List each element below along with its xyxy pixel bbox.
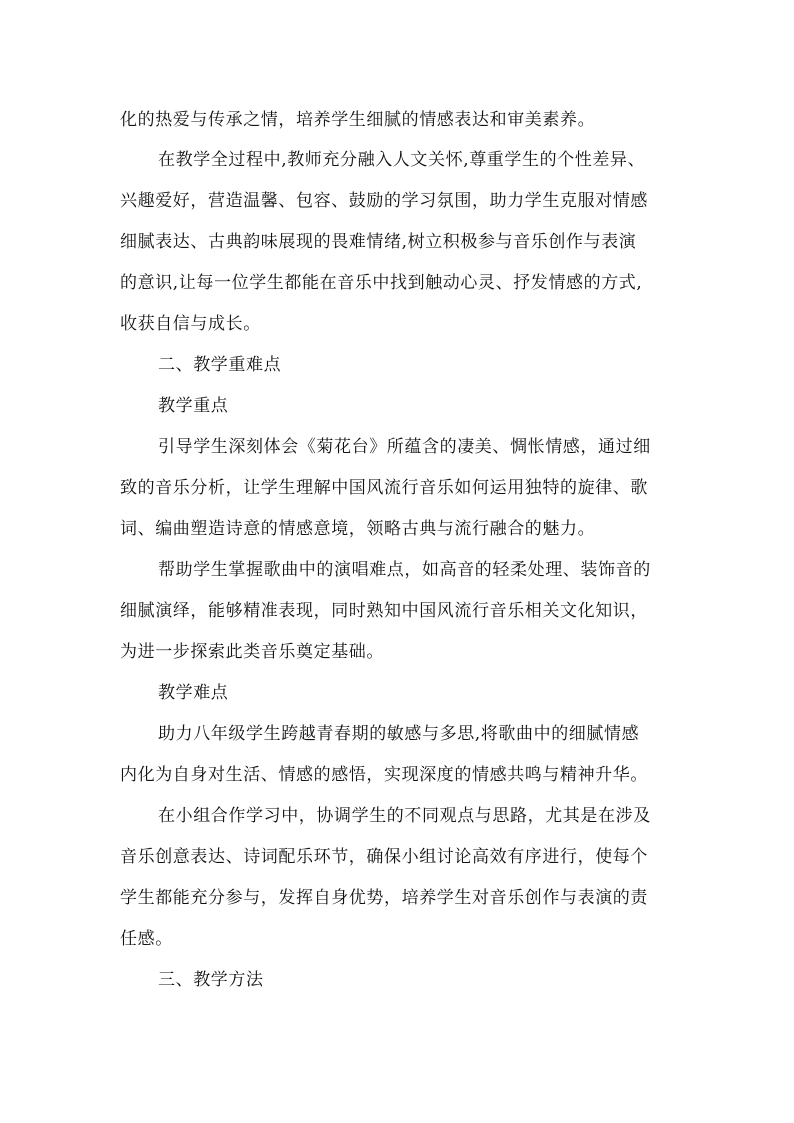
text-line: 收获自信与成长。 <box>120 314 261 334</box>
text-line: 在教学全过程中,教师充分融入人文关怀,尊重学生的个性差异、 <box>158 150 646 170</box>
subsection-heading: 教学难点 <box>158 683 229 703</box>
text-line: 帮助学生掌握歌曲中的演唱难点，如高音的轻柔处理、装饰音的 <box>158 560 651 580</box>
text-line: 学生都能充分参与，发挥自身优势，培养学生对音乐创作与表演的责 <box>120 888 648 908</box>
text-line: 细腻表达、古典韵味展现的畏难情绪,树立积极参与音乐创作与表演 <box>120 232 637 252</box>
text-line: 兴趣爱好，营造温馨、包容、鼓励的学习氛围，助力学生克服对情感 <box>120 191 648 211</box>
text-line: 细腻演绎，能够精准表现，同时熟知中国风流行音乐相关文化知识， <box>120 601 648 621</box>
subsection-heading: 教学重点 <box>158 396 229 416</box>
text-line: 引导学生深刻体会《菊花台》所蕴含的凄美、惆怅情感，通过细 <box>158 437 651 457</box>
text-line: 词、编曲塑造诗意的情感意境，领略古典与流行融合的魅力。 <box>120 519 596 539</box>
text-line: 为进一步探索此类音乐奠定基础。 <box>120 642 384 662</box>
text-line: 助力八年级学生跨越青春期的敏感与多思,将歌曲中的细腻情感 <box>158 724 640 744</box>
section-heading: 三、教学方法 <box>158 970 264 990</box>
text-line: 化的热爱与传承之情，培养学生细腻的情感表达和审美素养。 <box>120 110 596 130</box>
section-heading: 二、教学重难点 <box>158 355 282 375</box>
text-line: 内化为自身对生活、情感的感悟，实现深度的情感共鸣与精神升华。 <box>120 765 648 785</box>
text-line: 致的音乐分析，让学生理解中国风流行音乐如何运用独特的旋律、歌 <box>120 478 648 498</box>
text-line: 在小组合作学习中，协调学生的不同观点与思路，尤其是在涉及 <box>158 806 651 826</box>
text-line: 的意识,让每一位学生都能在音乐中找到触动心灵、抒发情感的方式, <box>120 273 643 293</box>
text-line: 任感。 <box>120 929 173 949</box>
text-line: 音乐创意表达、诗词配乐环节，确保小组讨论高效有序进行，使每个 <box>120 847 648 867</box>
